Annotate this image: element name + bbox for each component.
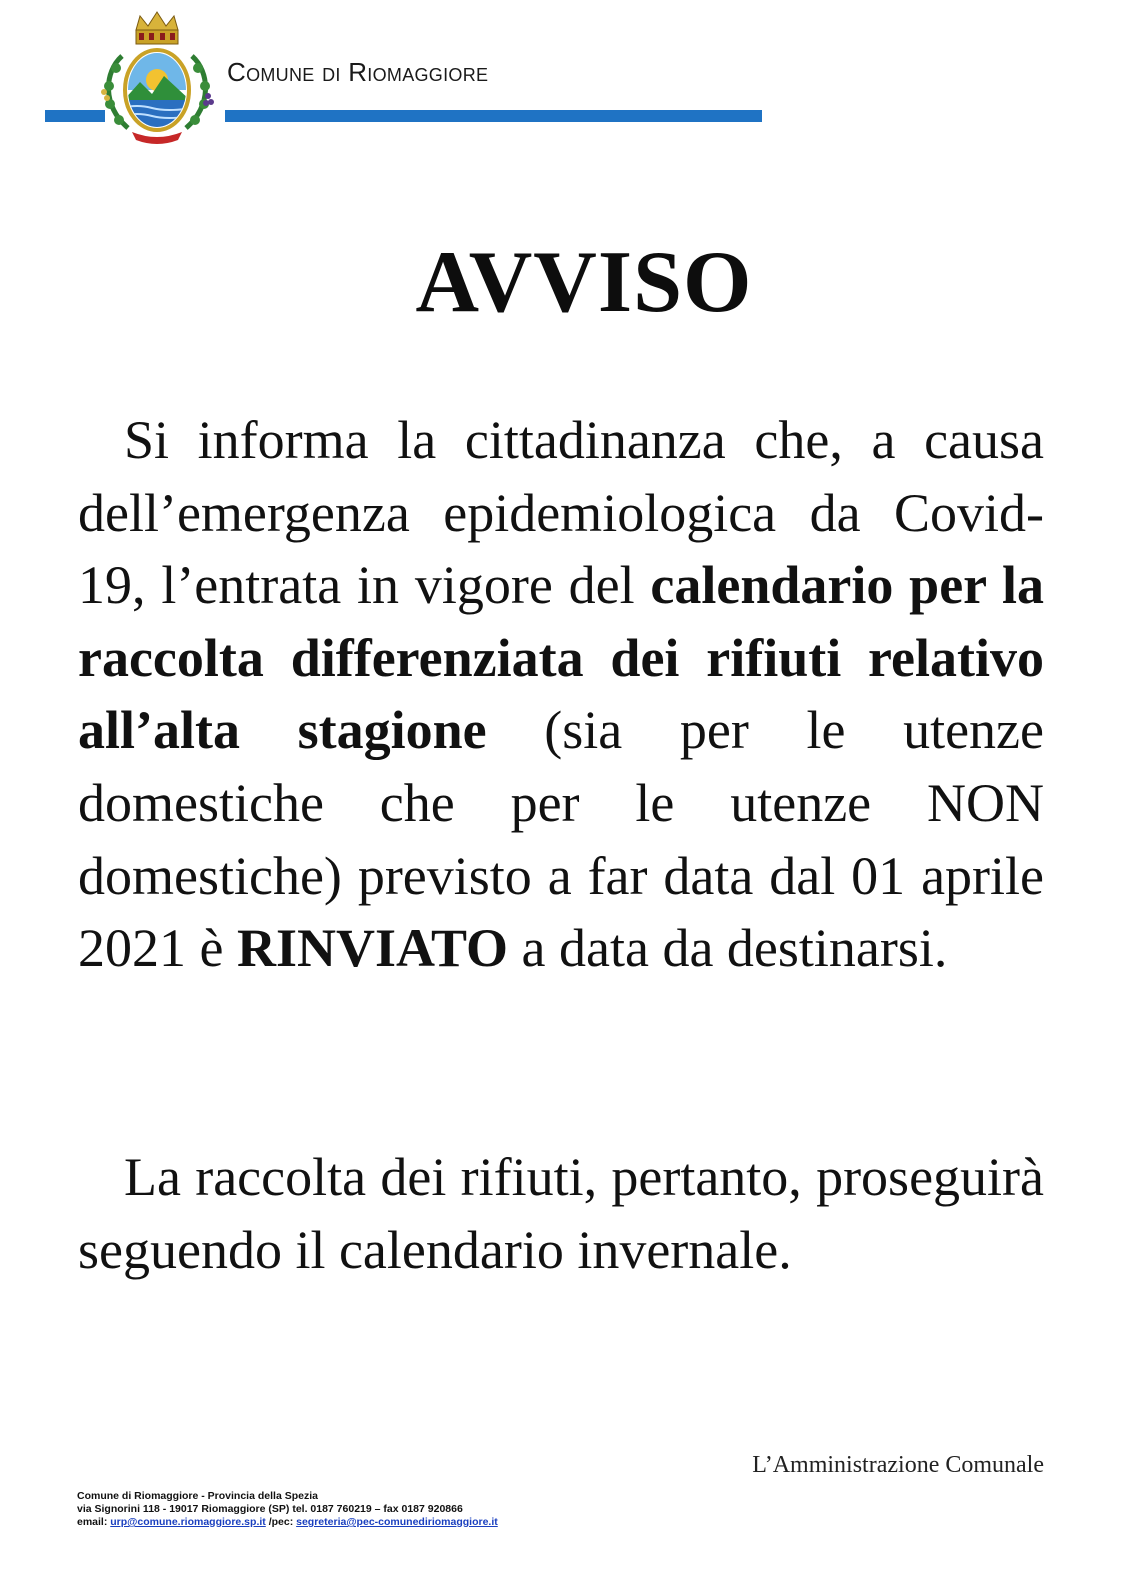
notice-text-intro: Si informa la cittadinanza che, a causa dell’emergenza epidemiologica da Covid-19, l’entrata in vigore del bbox=[78, 410, 1044, 616]
notice-text-users: (sia per le utenze domestiche che per le utenze NON domestiche) previsto a far data dal 01 aprile 2021 è bbox=[78, 700, 1044, 979]
letterhead-bar-right bbox=[225, 110, 762, 122]
municipal-coat-of-arms-icon bbox=[92, 10, 222, 148]
notice-text-calendar: calendario per la raccolta differenziata dei rifiuti relativo all’alta stagione bbox=[78, 555, 1044, 761]
notice-paragraph-1 bbox=[78, 404, 1044, 985]
footer-line-2: via Signorini 118 - 19017 Riomaggiore (SP) tel. 0187 760219 – fax 0187 920866 bbox=[77, 1503, 463, 1515]
footer-pec-link[interactable]: segreteria@pec-comunediriomaggiore.it bbox=[296, 1516, 498, 1528]
notice-title: AVVISO bbox=[415, 234, 753, 331]
organization-name: Comune di Riomaggiore bbox=[227, 57, 489, 87]
notice-paragraph-2 bbox=[78, 1141, 1044, 1286]
notice-text-closing: a data da destinarsi. bbox=[508, 918, 948, 979]
signature: L’Amministrazione Comunale bbox=[752, 1452, 1044, 1478]
footer-line-1: Comune di Riomaggiore - Provincia della Spezia bbox=[77, 1490, 318, 1502]
footer-pec-label: /pec: bbox=[265, 1516, 297, 1528]
letterhead bbox=[0, 0, 1123, 160]
footer-contacts bbox=[77, 1490, 498, 1529]
notice-text-continuation: La raccolta dei rifiuti, pertanto, proseguirà seguendo il calendario invernale. bbox=[78, 1147, 1044, 1280]
footer-email-link[interactable]: urp@comune.riomaggiore.sp.it bbox=[110, 1516, 266, 1528]
footer-email-label: email: bbox=[77, 1516, 111, 1528]
footer-line-3 bbox=[77, 1516, 498, 1529]
notice-text-postponed: RINVIATO bbox=[236, 918, 509, 979]
